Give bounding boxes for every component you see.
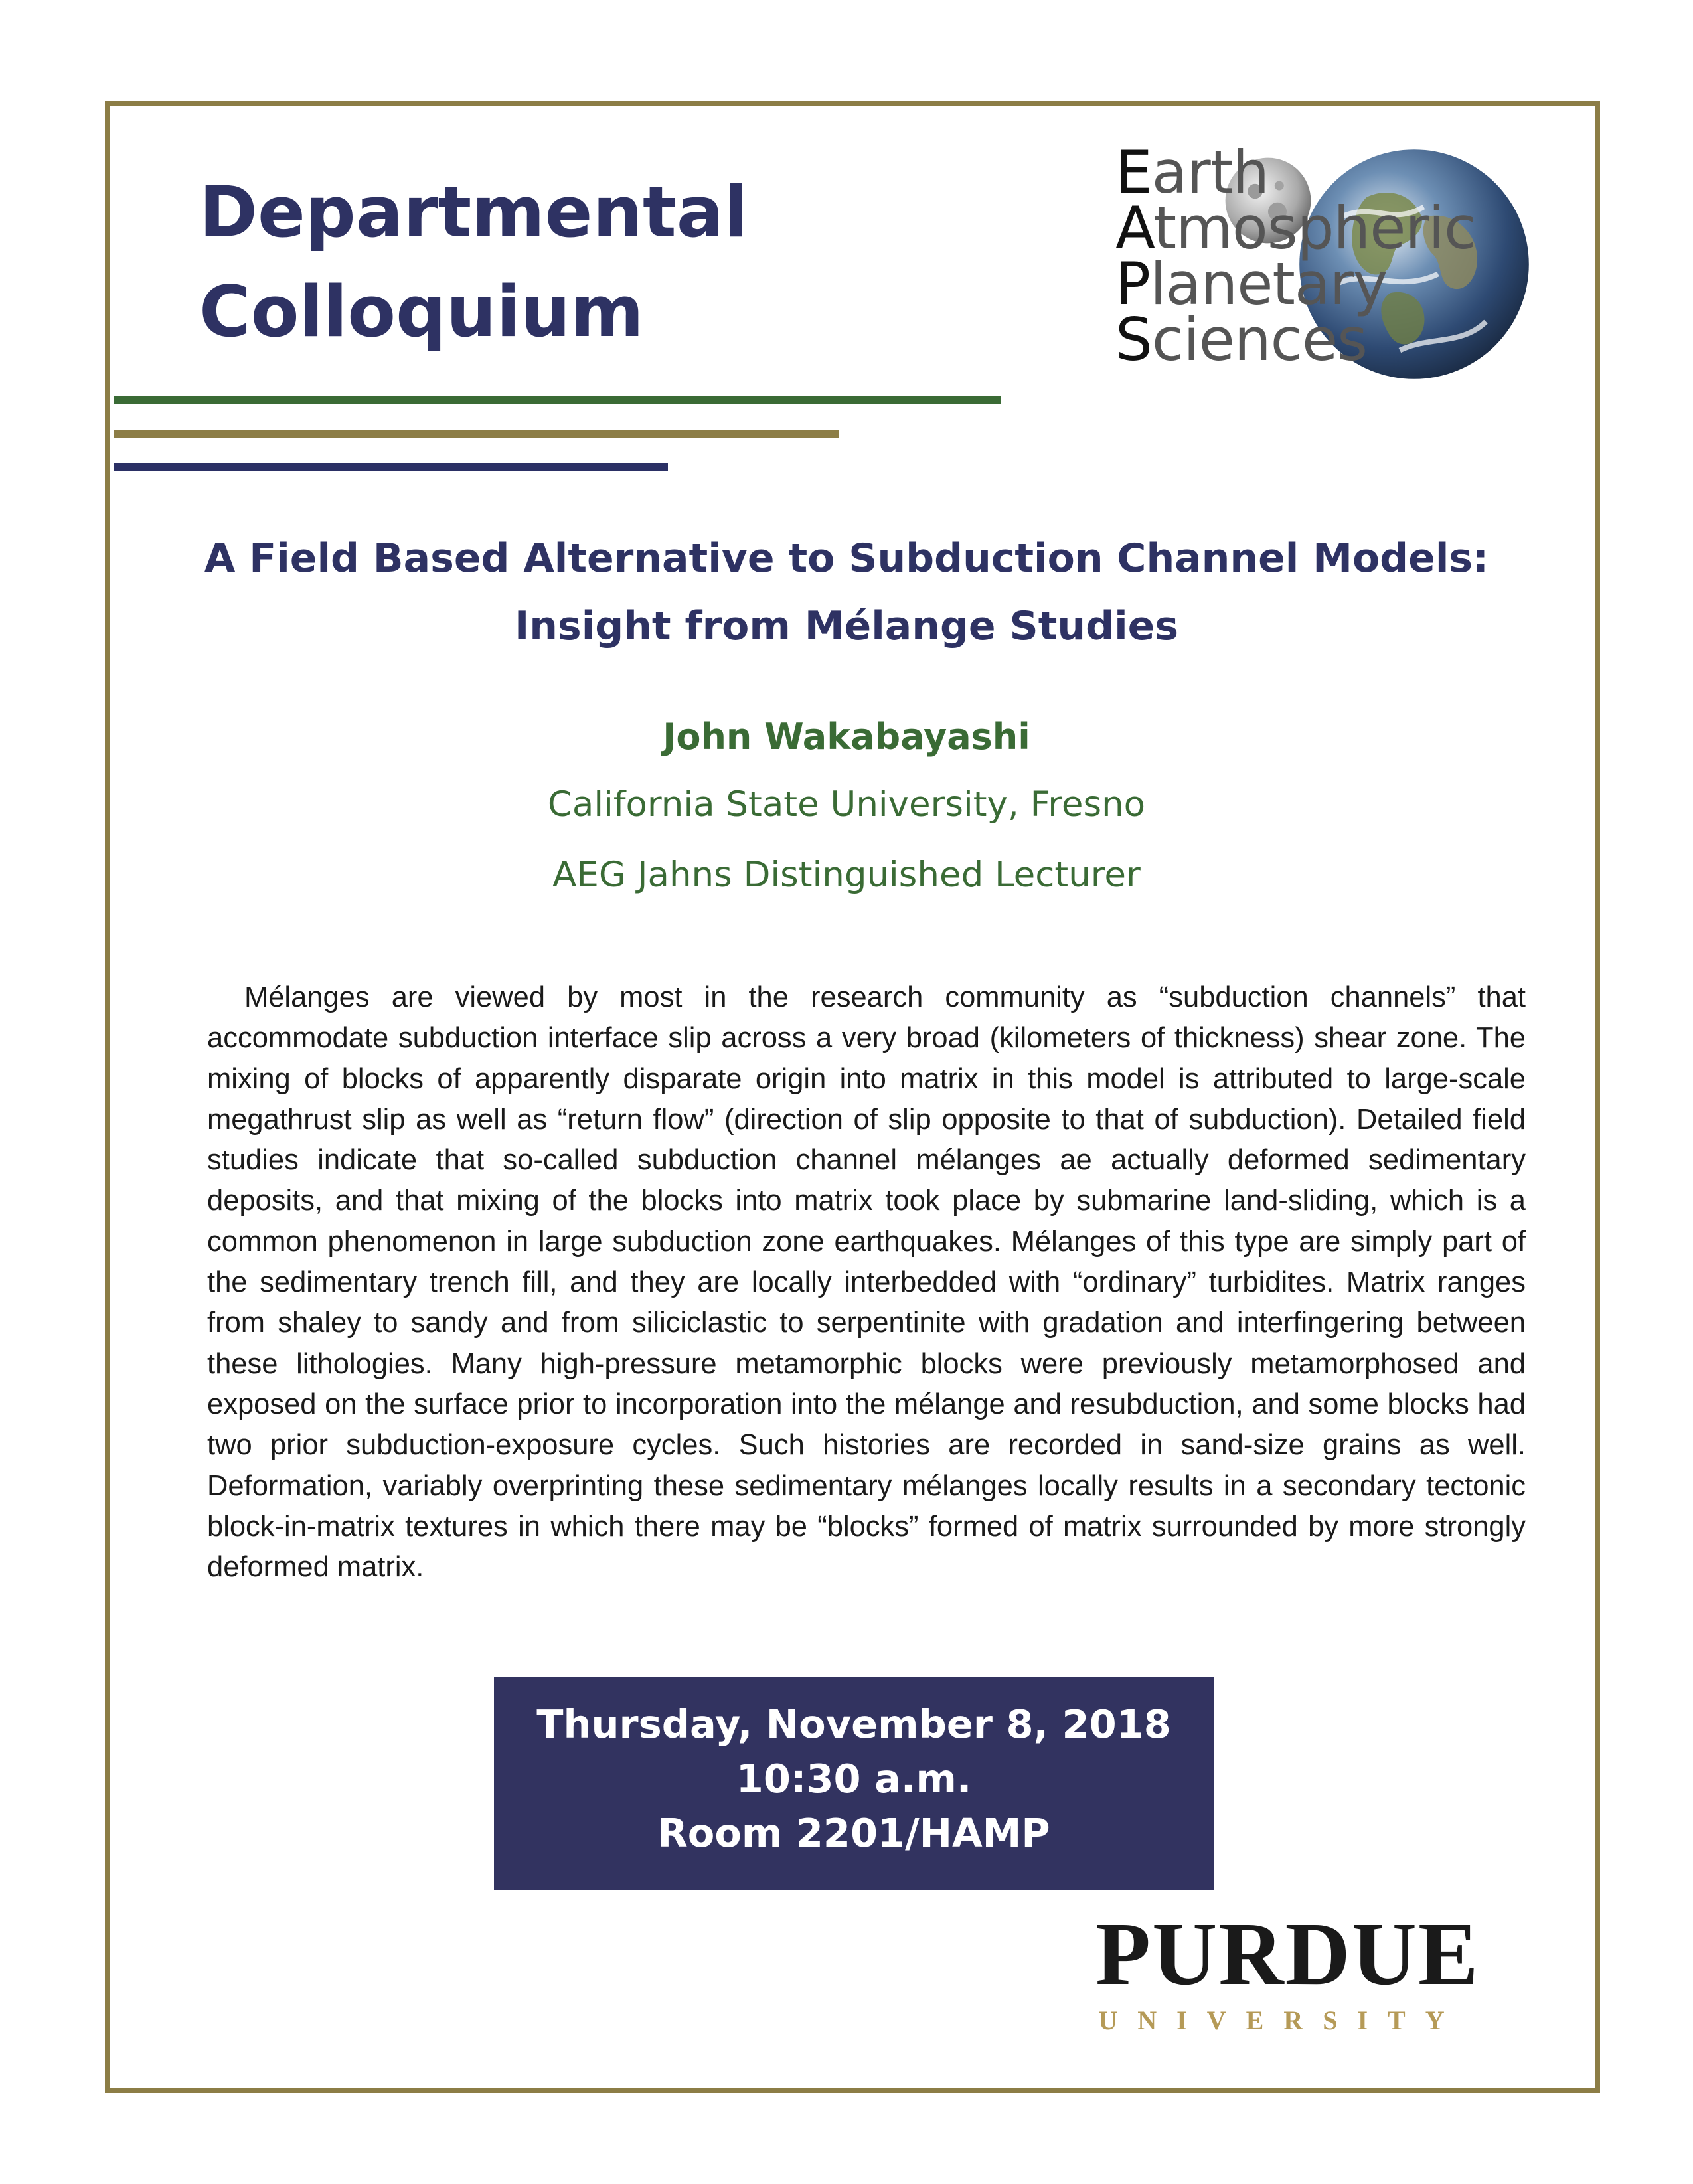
eaps-word-sciences <box>1115 305 1475 374</box>
eaps-logo <box>1115 138 1540 384</box>
eaps-initial-s: S <box>1115 305 1152 374</box>
event-details-box <box>494 1677 1214 1890</box>
purdue-logo <box>1095 1904 1480 2051</box>
eaps-word-planetary <box>1115 250 1475 318</box>
eaps-word-earth-rest: arth <box>1151 138 1269 207</box>
speaker-affiliation: California State University, Fresno <box>547 784 1146 825</box>
colloquium-title <box>199 163 748 362</box>
eaps-word-atmospheric-rest: tmospheric <box>1153 194 1476 262</box>
gold-rule <box>114 430 839 438</box>
abstract-paragraph: Mélanges are viewed by most in the research community as “subduction channels” that accommodate subduction interface slip across a very broad (kilometers of thickness) shear zone. The mixing of blocks of apparently disparate origin into matrix in this model is attributed to large-scale megathrust slip as well as “return flow” (direction of slip opposite to that of subduction). Detailed field studies indicate that so-called subduction channel mélanges ae actually deformed sedimentary deposits, and that mixing of the blocks into matrix took place by submarine land-sliding, which is a common phenomenon in large subduction zone earthquakes. Mélanges of this type are simply part of the sedimentary trench fill, and they are locally interbedded with “ordinary” turbidites. Matrix ranges from shaley to sandy and from siliciclastic to serpentinite with gradation and interfingering between these lithologies. Many high-pressure metamorphic blocks were previously metamorphosed and exposed on the surface prior to incorporation into the mélange and resubduction, and some blocks had two prior subduction-exposure cycles. Such histories are recorded in sand-size grains as well. Deformation, variably overprinting these sedimentary mélanges locally results in a secondary tectonic block-in-matrix textures in which there may be “blocks” formed of matrix surrounded by more strongly deformed matrix. <box>207 981 1526 1584</box>
event-room: Room 2201/HAMP <box>657 1810 1050 1856</box>
eaps-word-earth <box>1115 138 1475 207</box>
green-rule <box>114 396 1001 404</box>
talk-title-line2: Insight from Mélange Studies <box>514 603 1179 649</box>
event-time: 10:30 a.m. <box>736 1756 972 1802</box>
eaps-initial-e: E <box>1115 138 1152 207</box>
eaps-initial-p: P <box>1115 250 1151 318</box>
speaker-role: AEG Jahns Distinguished Lecturer <box>552 855 1141 895</box>
eaps-wordmark <box>1115 138 1476 374</box>
eaps-word-planetary-rest: lanetary <box>1150 250 1388 318</box>
eaps-initial-a: A <box>1115 194 1154 262</box>
colloquium-title-line2: Colloquium <box>199 271 644 353</box>
eaps-word-sciences-rest: ciences <box>1151 305 1367 374</box>
eaps-word-atmospheric <box>1115 194 1476 262</box>
purdue-university-subtitle: UNIVERSITY <box>1098 2005 1465 2035</box>
talk-title-line1: A Field Based Alternative to Subduction Channel Models: <box>204 535 1489 582</box>
event-date: Thursday, November 8, 2018 <box>536 1701 1171 1747</box>
speaker-name: John Wakabayashi <box>663 716 1030 758</box>
colloquium-title-line1: Departmental <box>199 171 748 253</box>
purdue-wordmark: PURDUE <box>1095 1904 1480 2004</box>
navy-rule <box>114 463 668 471</box>
talk-title <box>120 525 1573 660</box>
